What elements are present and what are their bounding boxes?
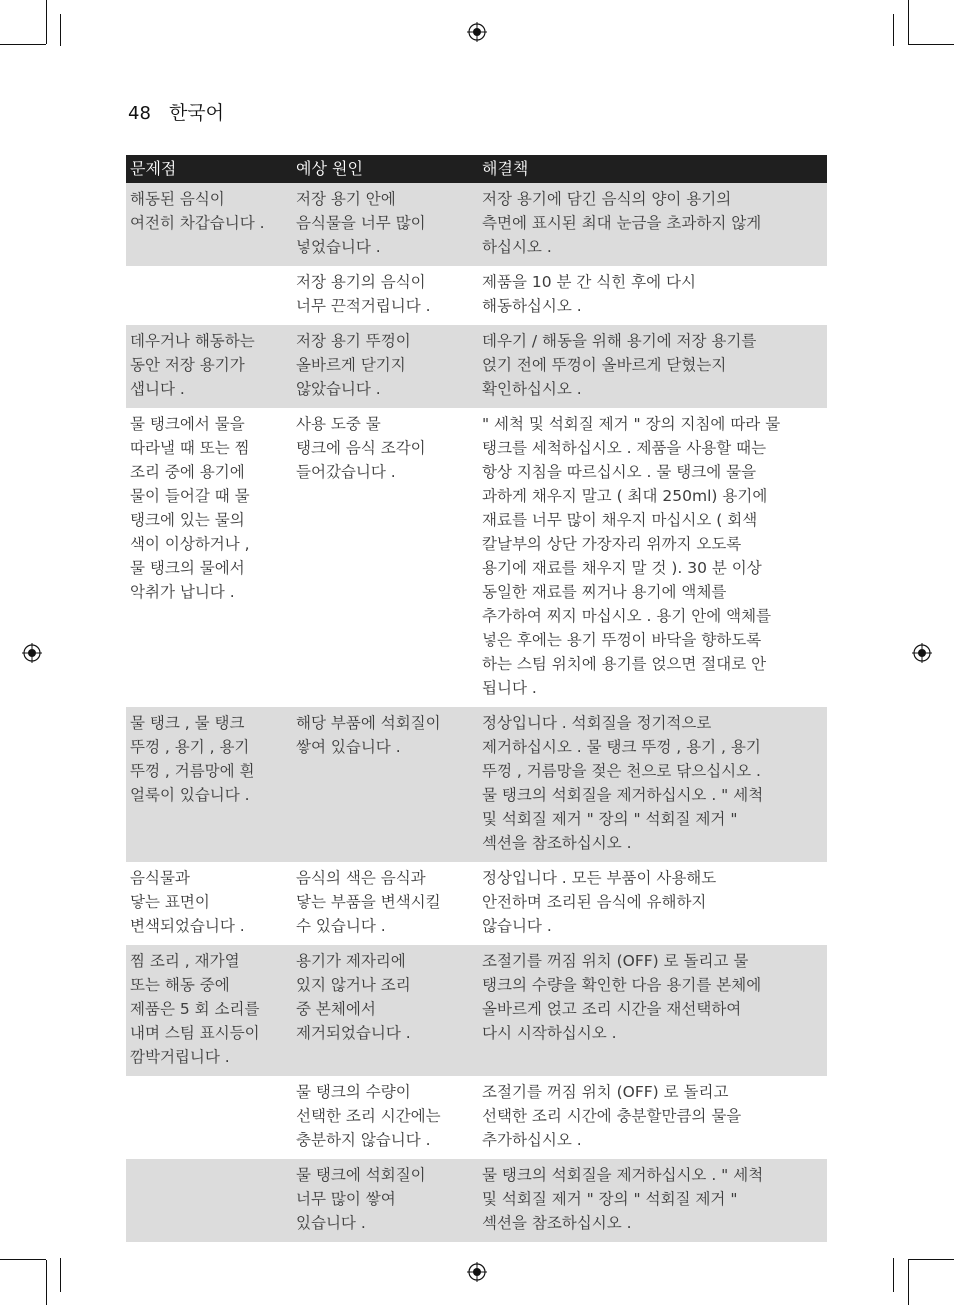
solution-cell xyxy=(478,266,827,325)
troubleshooting-table xyxy=(126,155,827,1242)
header-cause: 예상 원인 xyxy=(292,155,478,183)
cell-line: 해당 부품에 석회질이 xyxy=(296,714,441,732)
cell-line: 제품을 10 분 간 식힌 후에 다시 xyxy=(482,273,696,291)
problem-cell xyxy=(126,408,292,707)
cell-line: 및 석회질 제거 " 장의 " 석회질 제거 " xyxy=(482,1190,738,1208)
cause-cell xyxy=(292,183,478,266)
problem-cell xyxy=(126,862,292,945)
cell-line: 추가하십시오 . xyxy=(482,1131,582,1149)
cell-line: 얼룩이 있습니다 . xyxy=(130,786,250,804)
cell-line: 중 본체에서 xyxy=(296,1000,376,1018)
cell-line: 물 탱크의 석회질을 제거하십시오 . " 세척 xyxy=(482,1166,764,1184)
table-row xyxy=(126,707,827,862)
cell-line: 내며 스팀 표시등이 xyxy=(130,1024,260,1042)
table-row xyxy=(126,862,827,945)
cause-cell xyxy=(292,408,478,707)
cell-line: 추가하여 찌지 마십시오 . 용기 안에 액체를 xyxy=(482,607,772,625)
cell-line: 물 탱크에 석회질이 xyxy=(296,1166,426,1184)
cell-line: 됩니다 . xyxy=(482,679,537,697)
problem-cell xyxy=(126,945,292,1076)
cell-line: 또는 해동 중에 xyxy=(130,976,230,994)
cause-cell xyxy=(292,862,478,945)
cell-line: 하십시오 . xyxy=(482,238,552,256)
cell-line: 섹션을 참조하십시오 . xyxy=(482,834,632,852)
solution-cell xyxy=(478,183,827,266)
cell-line: 조절기를 꺼짐 위치 (OFF) 로 돌리고 물 xyxy=(482,952,749,970)
cell-line: 제거되었습니다 . xyxy=(296,1024,411,1042)
cell-line: 따라낼 때 또는 찜 xyxy=(130,439,250,457)
cell-line: 올바르게 닫기지 xyxy=(296,356,406,374)
cell-line: 하는 스팀 위치에 용기를 얹으면 절대로 안 xyxy=(482,655,767,673)
cell-line: 있습니다 . xyxy=(296,1214,366,1232)
table-header-row xyxy=(126,155,827,183)
solution-cell xyxy=(478,408,827,707)
cell-line: 해동된 음식이 xyxy=(130,190,225,208)
cell-line: 쌓여 있습니다 . xyxy=(296,738,401,756)
cell-line: 저장 용기 안에 xyxy=(296,190,396,208)
cause-cell xyxy=(292,325,478,408)
cell-line: 너무 많이 쌓여 xyxy=(296,1190,396,1208)
cell-line: 여전히 차갑습니다 . xyxy=(130,214,265,232)
registration-mark-icon xyxy=(912,643,932,663)
cell-line: 닿는 부품을 변색시킬 xyxy=(296,893,441,911)
cell-line: 넣었습니다 . xyxy=(296,238,381,256)
cell-line: 넣은 후에는 용기 뚜껑이 바닥을 향하도록 xyxy=(482,631,762,649)
problem-cell xyxy=(126,707,292,862)
solution-cell xyxy=(478,862,827,945)
cell-line: 사용 도중 물 xyxy=(296,415,381,433)
cause-cell xyxy=(292,1076,478,1159)
header-problem: 문제점 xyxy=(126,155,292,183)
cell-line: 동안 저장 용기가 xyxy=(130,356,245,374)
cell-line: 샙니다 . xyxy=(130,380,185,398)
cell-line: 조절기를 꺼짐 위치 (OFF) 로 돌리고 xyxy=(482,1083,729,1101)
cell-line: 용기에 재료를 채우지 말 것 ). 30 분 이상 xyxy=(482,559,762,577)
cell-line: 데우기 / 해동을 위해 용기에 저장 용기를 xyxy=(482,332,757,350)
cell-line: 안전하며 조리된 음식에 유해하지 xyxy=(482,893,707,911)
cell-line: 용기가 제자리에 xyxy=(296,952,406,970)
table-row xyxy=(126,945,827,1076)
cell-line: 조리 중에 용기에 xyxy=(130,463,245,481)
cell-line: 탱크의 수량을 확인한 다음 용기를 본체에 xyxy=(482,976,762,994)
problem-cell xyxy=(126,325,292,408)
problem-cell xyxy=(126,1159,292,1242)
cell-line: 탱크에 음식 조각이 xyxy=(296,439,426,457)
cause-cell xyxy=(292,707,478,862)
cause-cell xyxy=(292,1159,478,1242)
cell-line: 음식의 색은 음식과 xyxy=(296,869,426,887)
solution-cell xyxy=(478,1159,827,1242)
cell-line: 칼날부의 상단 가장자리 위까지 오도록 xyxy=(482,535,742,553)
cell-line: 음식물과 xyxy=(130,869,190,887)
cause-cell xyxy=(292,266,478,325)
solution-cell xyxy=(478,325,827,408)
cell-line: 제품은 5 회 소리를 xyxy=(130,1000,260,1018)
cell-line: 데우거나 해동하는 xyxy=(130,332,255,350)
cell-line: 찜 조리 , 재가열 xyxy=(130,952,240,970)
cell-line: 들어갔습니다 . xyxy=(296,463,396,481)
cell-line: 다시 시작하십시오 . xyxy=(482,1024,617,1042)
cell-line: 재료를 너무 많이 채우지 마십시오 ( 회색 xyxy=(482,511,758,529)
cell-line: 뚜껑 , 거름망에 흰 xyxy=(130,762,255,780)
cell-line: 수 있습니다 . xyxy=(296,917,386,935)
cell-line: 항상 지침을 따르십시오 . 물 탱크에 물을 xyxy=(482,463,757,481)
cell-line: 섹션을 참조하십시오 . xyxy=(482,1214,632,1232)
table-row xyxy=(126,1076,827,1159)
cell-line: 충분하지 않습니다 . xyxy=(296,1131,431,1149)
cell-line: 및 석회질 제거 " 장의 " 석회질 제거 " xyxy=(482,810,738,828)
cell-line: 저장 용기 뚜껑이 xyxy=(296,332,411,350)
cell-line: 너무 끈적거립니다 . xyxy=(296,297,431,315)
cell-line: 닿는 표면이 xyxy=(130,893,210,911)
cell-line: 물 탱크에서 물을 xyxy=(130,415,245,433)
cell-line: 깜박거립니다 . xyxy=(130,1048,230,1066)
page-number: 48 xyxy=(128,103,151,124)
cell-line: 않았습니다 . xyxy=(296,380,381,398)
cell-line: 확인하십시오 . xyxy=(482,380,582,398)
cell-line: 올바르게 얹고 조리 시간을 재선택하여 xyxy=(482,1000,742,1018)
cell-line: 해동하십시오 . xyxy=(482,297,582,315)
cell-line: 저장 용기의 음식이 xyxy=(296,273,426,291)
cell-line: 물이 들어갈 때 물 xyxy=(130,487,250,505)
language-title: 한국어 xyxy=(168,102,225,124)
cell-line: 물 탱크의 수량이 xyxy=(296,1083,411,1101)
cell-line: 음식물을 너무 많이 xyxy=(296,214,426,232)
table-row xyxy=(126,1159,827,1242)
header-solution: 해결책 xyxy=(478,155,827,183)
cell-line: " 세척 및 석회질 제거 " 장의 지침에 따라 물 xyxy=(482,415,781,433)
registration-mark-icon xyxy=(467,22,487,42)
cell-line: 과하게 채우지 말고 ( 최대 250ml) 용기에 xyxy=(482,487,768,505)
cell-line: 탱크에 있는 물의 xyxy=(130,511,245,529)
cell-line: 정상입니다 . 모든 부품이 사용해도 xyxy=(482,869,717,887)
cell-line: 뚜껑 , 용기 , 용기 xyxy=(130,738,250,756)
cell-line: 물 탱크 , 물 탱크 xyxy=(130,714,245,732)
cell-line: 물 탱크의 석회질을 제거하십시오 . " 세척 xyxy=(482,786,764,804)
cell-line: 변색되었습니다 . xyxy=(130,917,245,935)
cause-cell xyxy=(292,945,478,1076)
cell-line: 뚜껑 , 거름망을 젖은 천으로 닦으십시오 . xyxy=(482,762,761,780)
cell-line: 측면에 표시된 최대 눈금을 초과하지 않게 xyxy=(482,214,762,232)
table-row xyxy=(126,408,827,707)
cell-line: 제거하십시오 . 물 탱크 뚜껑 , 용기 , 용기 xyxy=(482,738,761,756)
cell-line: 물 탱크의 물에서 xyxy=(130,559,245,577)
page-header xyxy=(128,98,224,125)
cell-line: 저장 용기에 담긴 음식의 양이 용기의 xyxy=(482,190,732,208)
problem-cell xyxy=(126,1076,292,1159)
problem-cell xyxy=(126,183,292,266)
cell-line: 악취가 납니다 . xyxy=(130,583,235,601)
table-row xyxy=(126,325,827,408)
cell-line: 않습니다 . xyxy=(482,917,552,935)
solution-cell xyxy=(478,1076,827,1159)
cell-line: 탱크를 세척하십시오 . 제품을 사용할 때는 xyxy=(482,439,767,457)
registration-mark-icon xyxy=(467,1262,487,1282)
registration-mark-icon xyxy=(22,643,42,663)
cell-line: 동일한 재료를 찌거나 용기에 액체를 xyxy=(482,583,727,601)
cell-line: 얹기 전에 뚜껑이 올바르게 닫혔는지 xyxy=(482,356,727,374)
cell-line: 있지 않거나 조리 xyxy=(296,976,411,994)
table-row xyxy=(126,183,827,266)
cell-line: 선택한 조리 시간에 충분할만큼의 물을 xyxy=(482,1107,742,1125)
solution-cell xyxy=(478,945,827,1076)
cell-line: 색이 이상하거나 , xyxy=(130,535,250,553)
cell-line: 정상입니다 . 석회질을 정기적으로 xyxy=(482,714,712,732)
solution-cell xyxy=(478,707,827,862)
table-row xyxy=(126,266,827,325)
problem-cell xyxy=(126,266,292,325)
cell-line: 선택한 조리 시간에는 xyxy=(296,1107,441,1125)
